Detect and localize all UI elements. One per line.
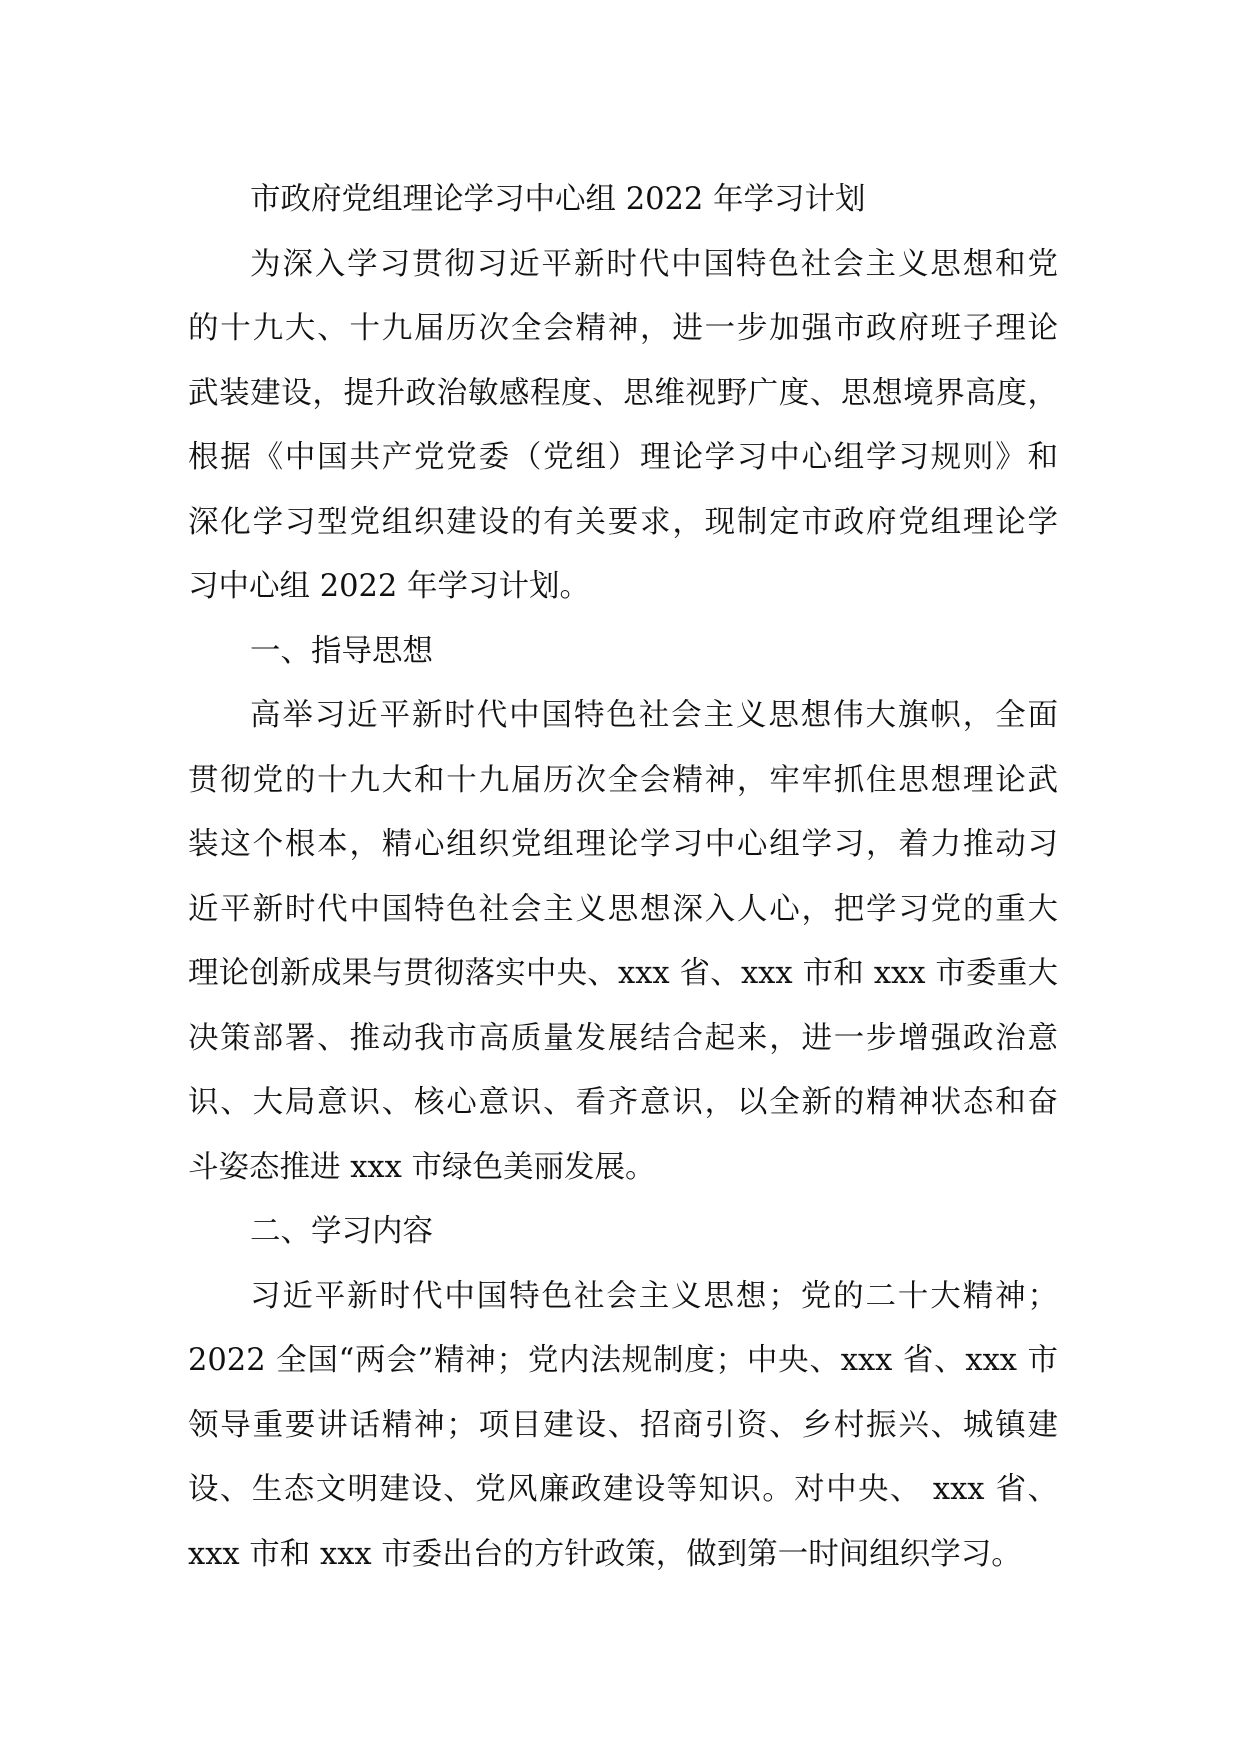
section-heading-guiding-thought: 一、指导思想 <box>250 633 433 669</box>
section1-line: 识、大局意识、核心意识、看齐意识，以全新的精神状态和奋 <box>188 1085 1058 1120</box>
document-title: 市政府党组理论学习中心组 2022 年学习计划 <box>250 182 866 217</box>
section2-line: 设、生态文明建设、党风廉政建设等知识。对中央、 xxx 省、 <box>188 1472 1058 1507</box>
section2-line: 习近平新时代中国特色社会主义思想；党的二十大精神； <box>250 1278 1058 1314</box>
section1-line: 贯彻党的十九大和十九届历次全会精神，牢牢抓住思想理论武 <box>188 762 1058 798</box>
intro-line: 根据《中国共产党党委（党组）理论学习中心组学习规则》和 <box>188 440 1058 475</box>
section1-line: 装这个根本，精心组织党组理论学习中心组学习，着力推动习 <box>188 827 1058 862</box>
section2-line: 2022 全国“两会”精神；党内法规制度；中央、xxx 省、xxx 市 <box>188 1343 1058 1378</box>
section1-line: 理论创新成果与贯彻落实中央、xxx 省、xxx 市和 xxx 市委重大 <box>188 956 1058 991</box>
intro-line: 为深入学习贯彻习近平新时代中国特色社会主义思想和党 <box>250 246 1058 282</box>
intro-line: 武装建设，提升政治敏感程度、思维视野广度、思想境界高度， <box>188 375 1058 411</box>
document-body <box>188 168 1058 1587</box>
section-heading-study-content: 二、学习内容 <box>250 1214 433 1249</box>
section1-line: 近平新时代中国特色社会主义思想深入人心，把学习党的重大 <box>188 891 1058 927</box>
section2-line: xxx 市和 xxx 市委出台的方针政策，做到第一时间组织学习。 <box>188 1536 1022 1572</box>
section1-line: 高举习近平新时代中国特色社会主义思想伟大旗帜，全面 <box>250 698 1058 733</box>
section2-line: 领导重要讲话精神；项目建设、招商引资、乡村振兴、城镇建 <box>188 1407 1058 1443</box>
section1-line: 决策部署、推动我市高质量发展结合起来，进一步增强政治意 <box>188 1020 1058 1056</box>
intro-line: 深化学习型党组织建设的有关要求，现制定市政府党组理论学 <box>188 504 1058 540</box>
intro-line: 的十九大、十九届历次全会精神，进一步加强市政府班子理论 <box>188 311 1058 346</box>
intro-line: 习中心组 2022 年学习计划。 <box>188 569 591 604</box>
section1-line: 斗姿态推进 xxx 市绿色美丽发展。 <box>188 1149 656 1185</box>
